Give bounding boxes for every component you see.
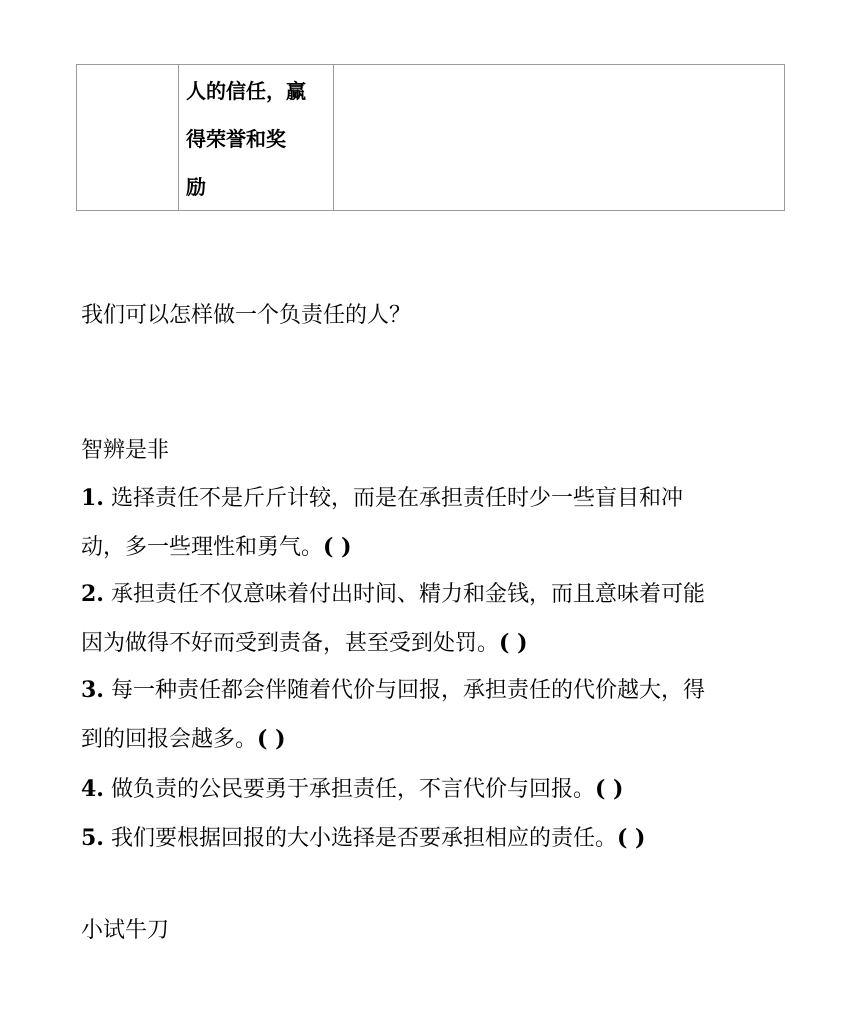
table-cell-empty-right xyxy=(334,65,785,211)
table-fragment xyxy=(76,64,785,211)
cell-line: 励 xyxy=(186,175,206,199)
question-text: 每一种责任都会伴随着代价与回报，承担责任的代价越大，得 xyxy=(110,678,705,703)
question-item-1 xyxy=(81,474,785,572)
answer-blank[interactable]: ( ) xyxy=(323,534,352,560)
question-item-5 xyxy=(81,814,785,863)
section-heading-practice: 小试牛刀 xyxy=(81,918,170,943)
question-text: 因为做得不好而受到责备，甚至受到处罚。 xyxy=(81,631,500,656)
cell-line: 人的信任，赢 xyxy=(186,79,306,103)
answer-blank[interactable]: ( ) xyxy=(616,825,646,851)
table-cell-empty-left xyxy=(77,65,179,211)
question-text: 动，多一些理性和勇气。 xyxy=(81,535,324,560)
question-number: 5. xyxy=(81,825,104,851)
table-cell-text xyxy=(179,65,334,211)
cell-line: 得荣誉和奖 xyxy=(186,127,286,151)
table-row xyxy=(77,65,785,211)
question-text: 承担责任不仅意味着付出时间、精力和金钱，而且意味着可能 xyxy=(110,582,705,607)
question-text: 我们要根据回报的大小选择是否要承担相应的责任。 xyxy=(110,826,617,851)
question-item-2 xyxy=(81,570,785,668)
answer-blank[interactable]: ( ) xyxy=(594,776,624,802)
answer-blank[interactable]: ( ) xyxy=(499,630,528,656)
question-number: 1. xyxy=(81,485,104,511)
question-number: 3. xyxy=(81,677,104,703)
question-text: 选择责任不是斤斤计较，而是在承担责任时少一些盲目和冲 xyxy=(110,486,683,511)
answer-blank[interactable]: ( ) xyxy=(257,726,286,752)
section-heading-true-false: 智辨是非 xyxy=(81,438,170,463)
prompt-question: 我们可以怎样做一个负责任的人？ xyxy=(81,303,412,328)
question-item-3 xyxy=(81,666,785,764)
question-text: 做负责的公民要勇于承担责任，不言代价与回报。 xyxy=(110,777,595,802)
question-number: 2. xyxy=(81,581,104,607)
question-number: 4. xyxy=(81,776,104,802)
question-item-4 xyxy=(81,765,785,814)
question-text: 到的回报会越多。 xyxy=(81,727,258,752)
